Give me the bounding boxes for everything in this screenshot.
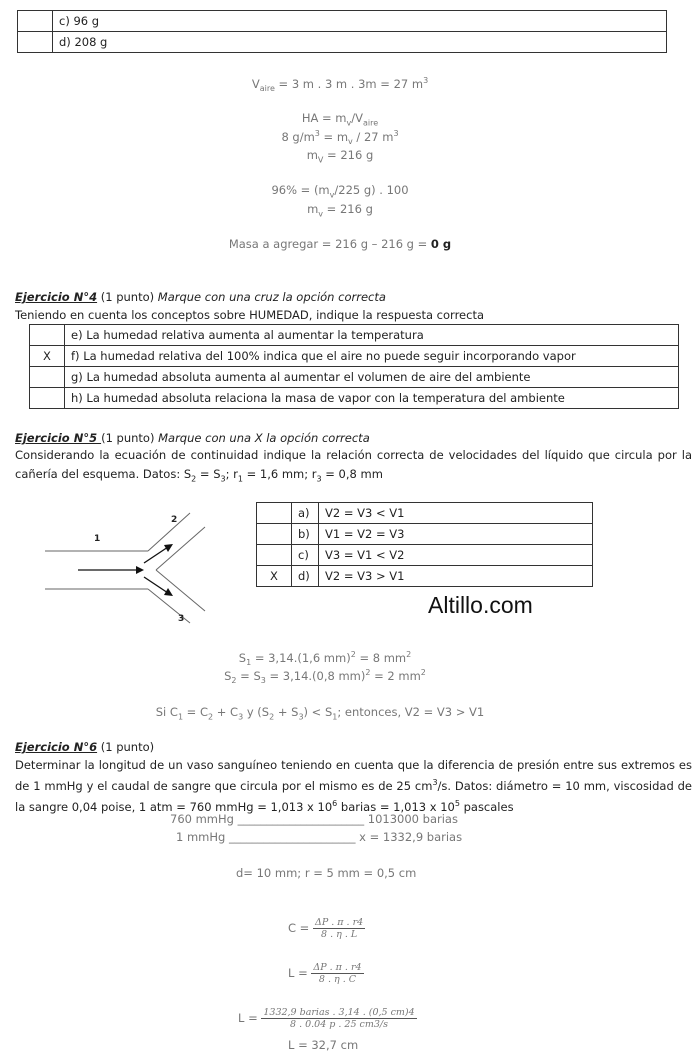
formula-c: C = $\frac{\Delta P . \pi . r4}{8 . \eta . L}$: [288, 917, 364, 940]
ej4-options-table: [29, 324, 679, 409]
vaire-line: $V_{aire} = 3$ m . 3 m . 3m = 27 $m^3$: [251, 76, 429, 94]
pipe-label-3: 3: [178, 614, 185, 624]
watermark-text: Altillo.com: [428, 592, 533, 618]
option-mark[interactable]: [257, 545, 292, 566]
radius-line: d= 10 mm; r = 5 mm = 0,5 cm: [236, 866, 417, 880]
result-line: L = 32,7 cm: [288, 1038, 359, 1052]
ej5-statement: Considerando la ecuación de continuidad indique la relación correcta de velocidades del líquido que circula por la cañería del esquema. Datos: $S_2 = S_3$; $r_1 = 1,6$ mm; $r_3 = 0,8$ mm: [15, 448, 692, 484]
s2-line: $S_2 = S_3 = 3,14.(0,8$ mm)$^2$ = 2 $mm^2$: [224, 668, 426, 686]
table-row: [30, 388, 679, 409]
pipe-label-1: 1: [94, 534, 101, 544]
table-row: [18, 11, 667, 32]
option-mark[interactable]: X: [257, 566, 292, 587]
option-text: h) La humedad absoluta relaciona la masa de vapor con la temperatura del ambiente: [65, 388, 679, 409]
option-text: g) La humedad absoluta aumenta al aumentar el volumen de aire del ambiente: [65, 367, 679, 388]
option-mark[interactable]: [257, 503, 292, 524]
ej4-heading: Ejercicio N°4 (1 punto) Marque con una cruz la opción correcta: [15, 290, 386, 304]
flow-arrow-3: [144, 577, 168, 593]
ej6-heading: Ejercicio N°6 (1 punto): [15, 740, 155, 754]
top-options-table: [17, 10, 667, 53]
option-mark[interactable]: [30, 325, 65, 346]
option-mark[interactable]: X: [30, 346, 65, 367]
table-row: [18, 32, 667, 53]
mv1-line: $m_V = 216$ g: [306, 148, 374, 165]
table-row: [30, 367, 679, 388]
pipe-diagram: [40, 505, 240, 630]
option-text: V3 = V1 < V2: [319, 545, 593, 566]
formula-l-numeric: L = $\frac{\text{1332,9 barias . 3,14 . (0,5 cm)4}}{8 . 0.04 p . 25 cm3/s}$: [238, 1007, 415, 1030]
option-letter: a): [292, 503, 319, 524]
ej6-statement: Determinar la longitud de un vaso sanguíneo teniendo en cuenta que la diferencia de presión entre sus extremos es de 1 mmHg y el caudal de sangre que circula por el mismo es de 25 $cm^3/s$. Datos: diámetro = 10 mm, viscosidad de la sangre 0,04 poise, 1 atm = 760 mmHg = 1,013 x $10^6$ barias = 1,013 x $10^5$ pascales: [15, 758, 692, 814]
option-letter: d): [292, 566, 319, 587]
option-letter: c): [292, 545, 319, 566]
ej5-options-table: [256, 502, 593, 587]
table-row: [30, 325, 679, 346]
ha2-line: 8 $g/m^3 = m_v / 27$ $m^3$: [281, 129, 399, 147]
rule-line-2: 1 mmHg ______________________ x = 1332,9 barias: [176, 830, 463, 844]
option-text: e) La humedad relativa aumenta al aumentar la temperatura: [65, 325, 679, 346]
pct-line: $96\% = (m_v/225$ g) . 100: [271, 183, 409, 200]
table-row: [30, 346, 679, 367]
table-row: [257, 503, 593, 524]
masa-line: Masa a agregar = 216 g – 216 g = 0 g: [228, 237, 452, 251]
option-text: d) 208 g: [53, 32, 667, 53]
option-mark[interactable]: [30, 388, 65, 409]
option-mark[interactable]: [18, 32, 53, 53]
option-text: V1 = V2 = V3: [319, 524, 593, 545]
flow-arrow-2: [144, 547, 168, 563]
option-mark[interactable]: [18, 11, 53, 32]
s1-line: $S_1 = 3,14.(1,6$ mm)$^2$ = 8 $mm^2$: [238, 650, 412, 668]
mv2-line: $m_v = 216$ g: [307, 202, 373, 219]
ej4-statement: Teniendo en cuenta los conceptos sobre HUMEDAD, indique la respuesta correcta: [15, 308, 484, 322]
option-mark[interactable]: [30, 367, 65, 388]
ha-line: HA = $m_v/V_{aire}$: [301, 111, 379, 128]
ej5-heading: Ejercicio N°5 (1 punto) Marque con una X la opción correcta: [15, 431, 370, 445]
table-row: [257, 566, 593, 587]
option-letter: b): [292, 524, 319, 545]
si-line: Si $C_1 = C_2 + C_3$ y $(S_2 + S_3) < S_1$; entonces, V2 = V3 > V1: [155, 705, 485, 722]
option-text: V2 = V3 < V1: [319, 503, 593, 524]
formula-l: L = $\frac{\Delta P . \pi . r4}{8 . \eta . C}$: [288, 962, 362, 985]
table-row: [257, 545, 593, 566]
option-mark[interactable]: [257, 524, 292, 545]
option-text: c) 96 g: [53, 11, 667, 32]
option-text: V2 = V3 > V1: [319, 566, 593, 587]
rule-line-1: 760 mmHg ______________________ 1013000 barias: [170, 812, 458, 826]
table-row: [257, 524, 593, 545]
option-text: f) La humedad relativa del 100% indica que el aire no puede seguir incorporando vapor: [65, 346, 679, 367]
pipe-label-2: 2: [171, 515, 178, 525]
